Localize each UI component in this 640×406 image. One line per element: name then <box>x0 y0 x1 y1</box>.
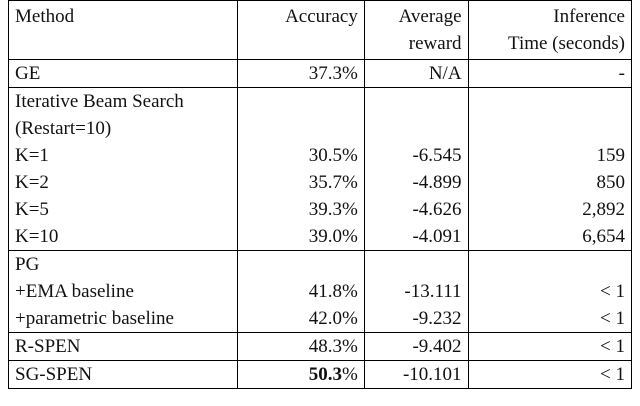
cell-reward: -6.545 <box>364 142 468 169</box>
cell-time: 850 <box>468 169 631 196</box>
cell-method: K=10 <box>9 223 238 251</box>
header-inference-time-line1: Inference <box>553 6 625 27</box>
cell-accuracy: 48.3% <box>237 333 364 361</box>
header-inference-time-line2: Time (seconds) <box>508 33 625 54</box>
cell-reward: -9.232 <box>364 305 468 333</box>
table-row-k10 <box>9 223 632 251</box>
cell-accuracy: 35.7% <box>237 169 364 196</box>
cell-time: < 1 <box>468 361 631 389</box>
cell-reward: -10.101 <box>364 361 468 389</box>
cell-time: - <box>468 60 631 88</box>
header-inference-time <box>468 1 631 60</box>
results-table <box>8 0 632 389</box>
header-average-reward-line2: reward <box>408 33 462 54</box>
group-label-pg: PG <box>9 251 238 279</box>
cell-method: +parametric baseline <box>9 305 238 333</box>
table-row-k1 <box>9 142 632 169</box>
cell-method: K=5 <box>9 196 238 223</box>
cell-time: < 1 <box>468 333 631 361</box>
table-row-rspen <box>9 333 632 361</box>
table-row-ge <box>9 60 632 88</box>
header-accuracy: Accuracy <box>237 1 364 60</box>
header-average-reward-line1: Average <box>398 6 462 27</box>
cell-time: 2,892 <box>468 196 631 223</box>
cell-time: < 1 <box>468 305 631 333</box>
cell-method: +EMA baseline <box>9 278 238 305</box>
group-sublabel-restart: (Restart=10) <box>9 115 238 142</box>
cell-method: K=1 <box>9 142 238 169</box>
table-row-ibs-sub <box>9 115 632 142</box>
cell-accuracy: 39.3% <box>237 196 364 223</box>
cell-reward: N/A <box>364 60 468 88</box>
header-row <box>9 1 632 60</box>
cell-accuracy <box>237 361 364 389</box>
cell-accuracy: 41.8% <box>237 278 364 305</box>
best-accuracy-value: 50.3 <box>308 364 343 385</box>
table-row-ibs-title <box>9 88 632 116</box>
cell-time: < 1 <box>468 278 631 305</box>
group-label-iterative-beam-search: Iterative Beam Search <box>9 88 238 116</box>
cell-reward: -4.626 <box>364 196 468 223</box>
cell-method: K=2 <box>9 169 238 196</box>
table-row-k2 <box>9 169 632 196</box>
cell-reward: -4.899 <box>364 169 468 196</box>
cell-reward: -13.111 <box>364 278 468 305</box>
cell-reward: -4.091 <box>364 223 468 251</box>
cell-accuracy: 39.0% <box>237 223 364 251</box>
table-row-k5 <box>9 196 632 223</box>
cell-method: R-SPEN <box>9 333 238 361</box>
table-row-parametric <box>9 305 632 333</box>
cell-accuracy: 42.0% <box>237 305 364 333</box>
cell-reward: -9.402 <box>364 333 468 361</box>
header-average-reward <box>364 1 468 60</box>
accuracy-unit: % <box>342 364 358 385</box>
table-row-pg-title <box>9 251 632 279</box>
header-method: Method <box>9 1 238 60</box>
table-row-ema <box>9 278 632 305</box>
cell-time: 159 <box>468 142 631 169</box>
cell-time: 6,654 <box>468 223 631 251</box>
cell-accuracy: 30.5% <box>237 142 364 169</box>
table-row-sgspen <box>9 361 632 389</box>
cell-method: SG-SPEN <box>9 361 238 389</box>
cell-method: GE <box>9 60 238 88</box>
cell-accuracy: 37.3% <box>237 60 364 88</box>
